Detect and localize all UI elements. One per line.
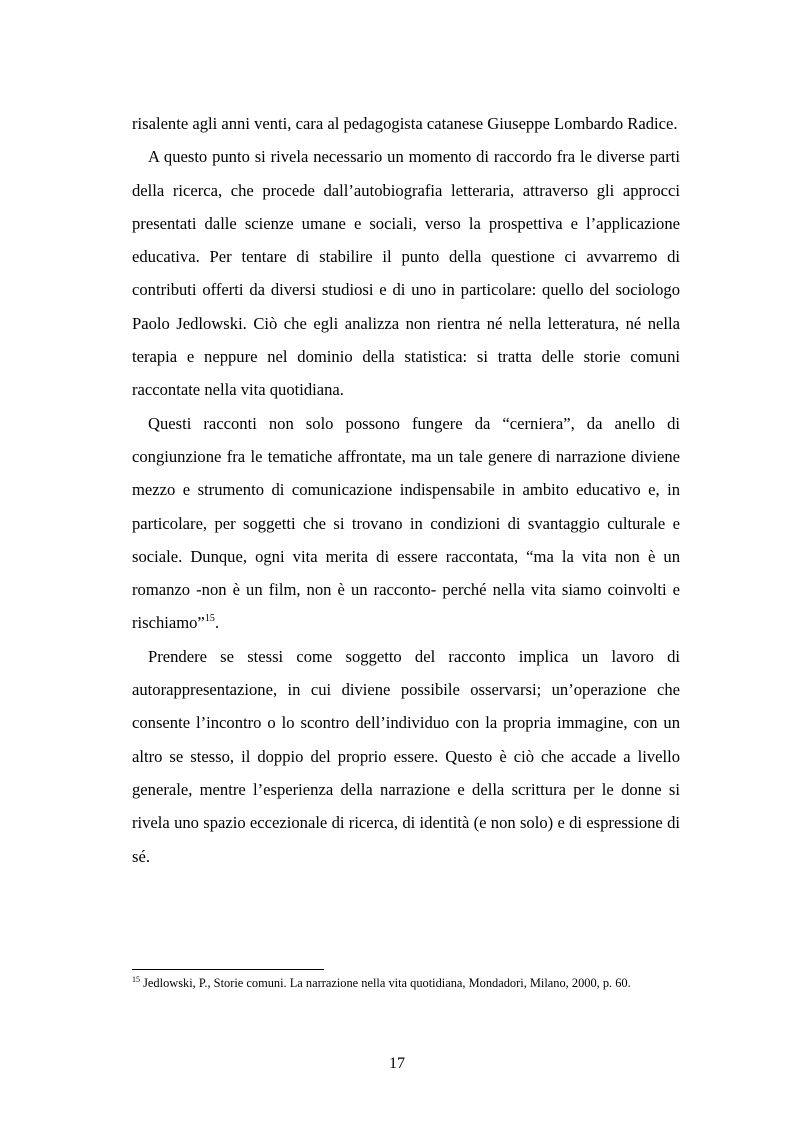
body-text <box>132 107 680 873</box>
paragraph-autorappresentazione: Prendere se stessi come soggetto del racconto implica un lavoro di autorappresentazione, in cui diviene possibile osservarsi; un’operazione che consente l’incontro o lo scontro dell’individuo con la propria immagine, con un altro se stesso, il doppio del proprio essere. Questo è ciò che accade a livello generale, mentre l’esperienza della narrazione e della scrittura per le donne si rivela uno spazio eccezionale di ricerca, di identità (e non solo) e di espressione di sé. <box>132 646 680 866</box>
footnote <box>132 975 680 992</box>
paragraph-racconti <box>132 407 680 640</box>
paragraph-raccordo: A questo punto si rivela necessario un momento di raccordo fra le diverse parti della ricerca, che procede dall’autobiografia letteraria, attraverso gli approcci presentati dalle scienze umane e sociali, verso la prospettiva e l’applicazione educativa. Per tentare di stabilire il punto della questione ci avvarremo di contributi offerti da diversi studiosi e di uno in particolare: quello del sociologo Paolo Jedlowski. Ciò che egli analizza non rientra né nella letteratura, né nella terapia e neppure nel dominio della statistica: si tratta delle storie comuni raccontate nella vita quotidiana. <box>132 147 680 400</box>
footnote-separator <box>132 969 324 970</box>
paragraph-continued: risalente agli anni venti, cara al pedagogista catanese Giuseppe Lombardo Radice. <box>132 114 678 133</box>
footnote-number: 15 <box>132 975 140 984</box>
page-number: 17 <box>389 1055 405 1072</box>
paragraph-racconti-end: . <box>214 613 219 633</box>
paragraph-racconti-text: Questi racconti non solo possono fungere da “cerniera”, da anello di congiunzione fra le tematiche affrontate, ma un tale genere di narrazione diviene mezzo e strumento di comunicazione indispensabile in ambito educativo e, in particolare, per soggetti che si trovano in condizioni di svantaggio culturale e sociale. Dunque, ogni vita merita di essere raccontata, “ma la vita non è un romanzo -non è un film, non è un racconto- perché nella vita siamo coinvolti e rischiamo” <box>132 413 680 633</box>
footnote-reference[interactable]: 15 <box>204 613 215 625</box>
footnote-text: Jedlowski, P., Storie comuni. La narrazione nella vita quotidiana, Mondadori, Milano, 2000, p. 60. <box>143 976 631 990</box>
